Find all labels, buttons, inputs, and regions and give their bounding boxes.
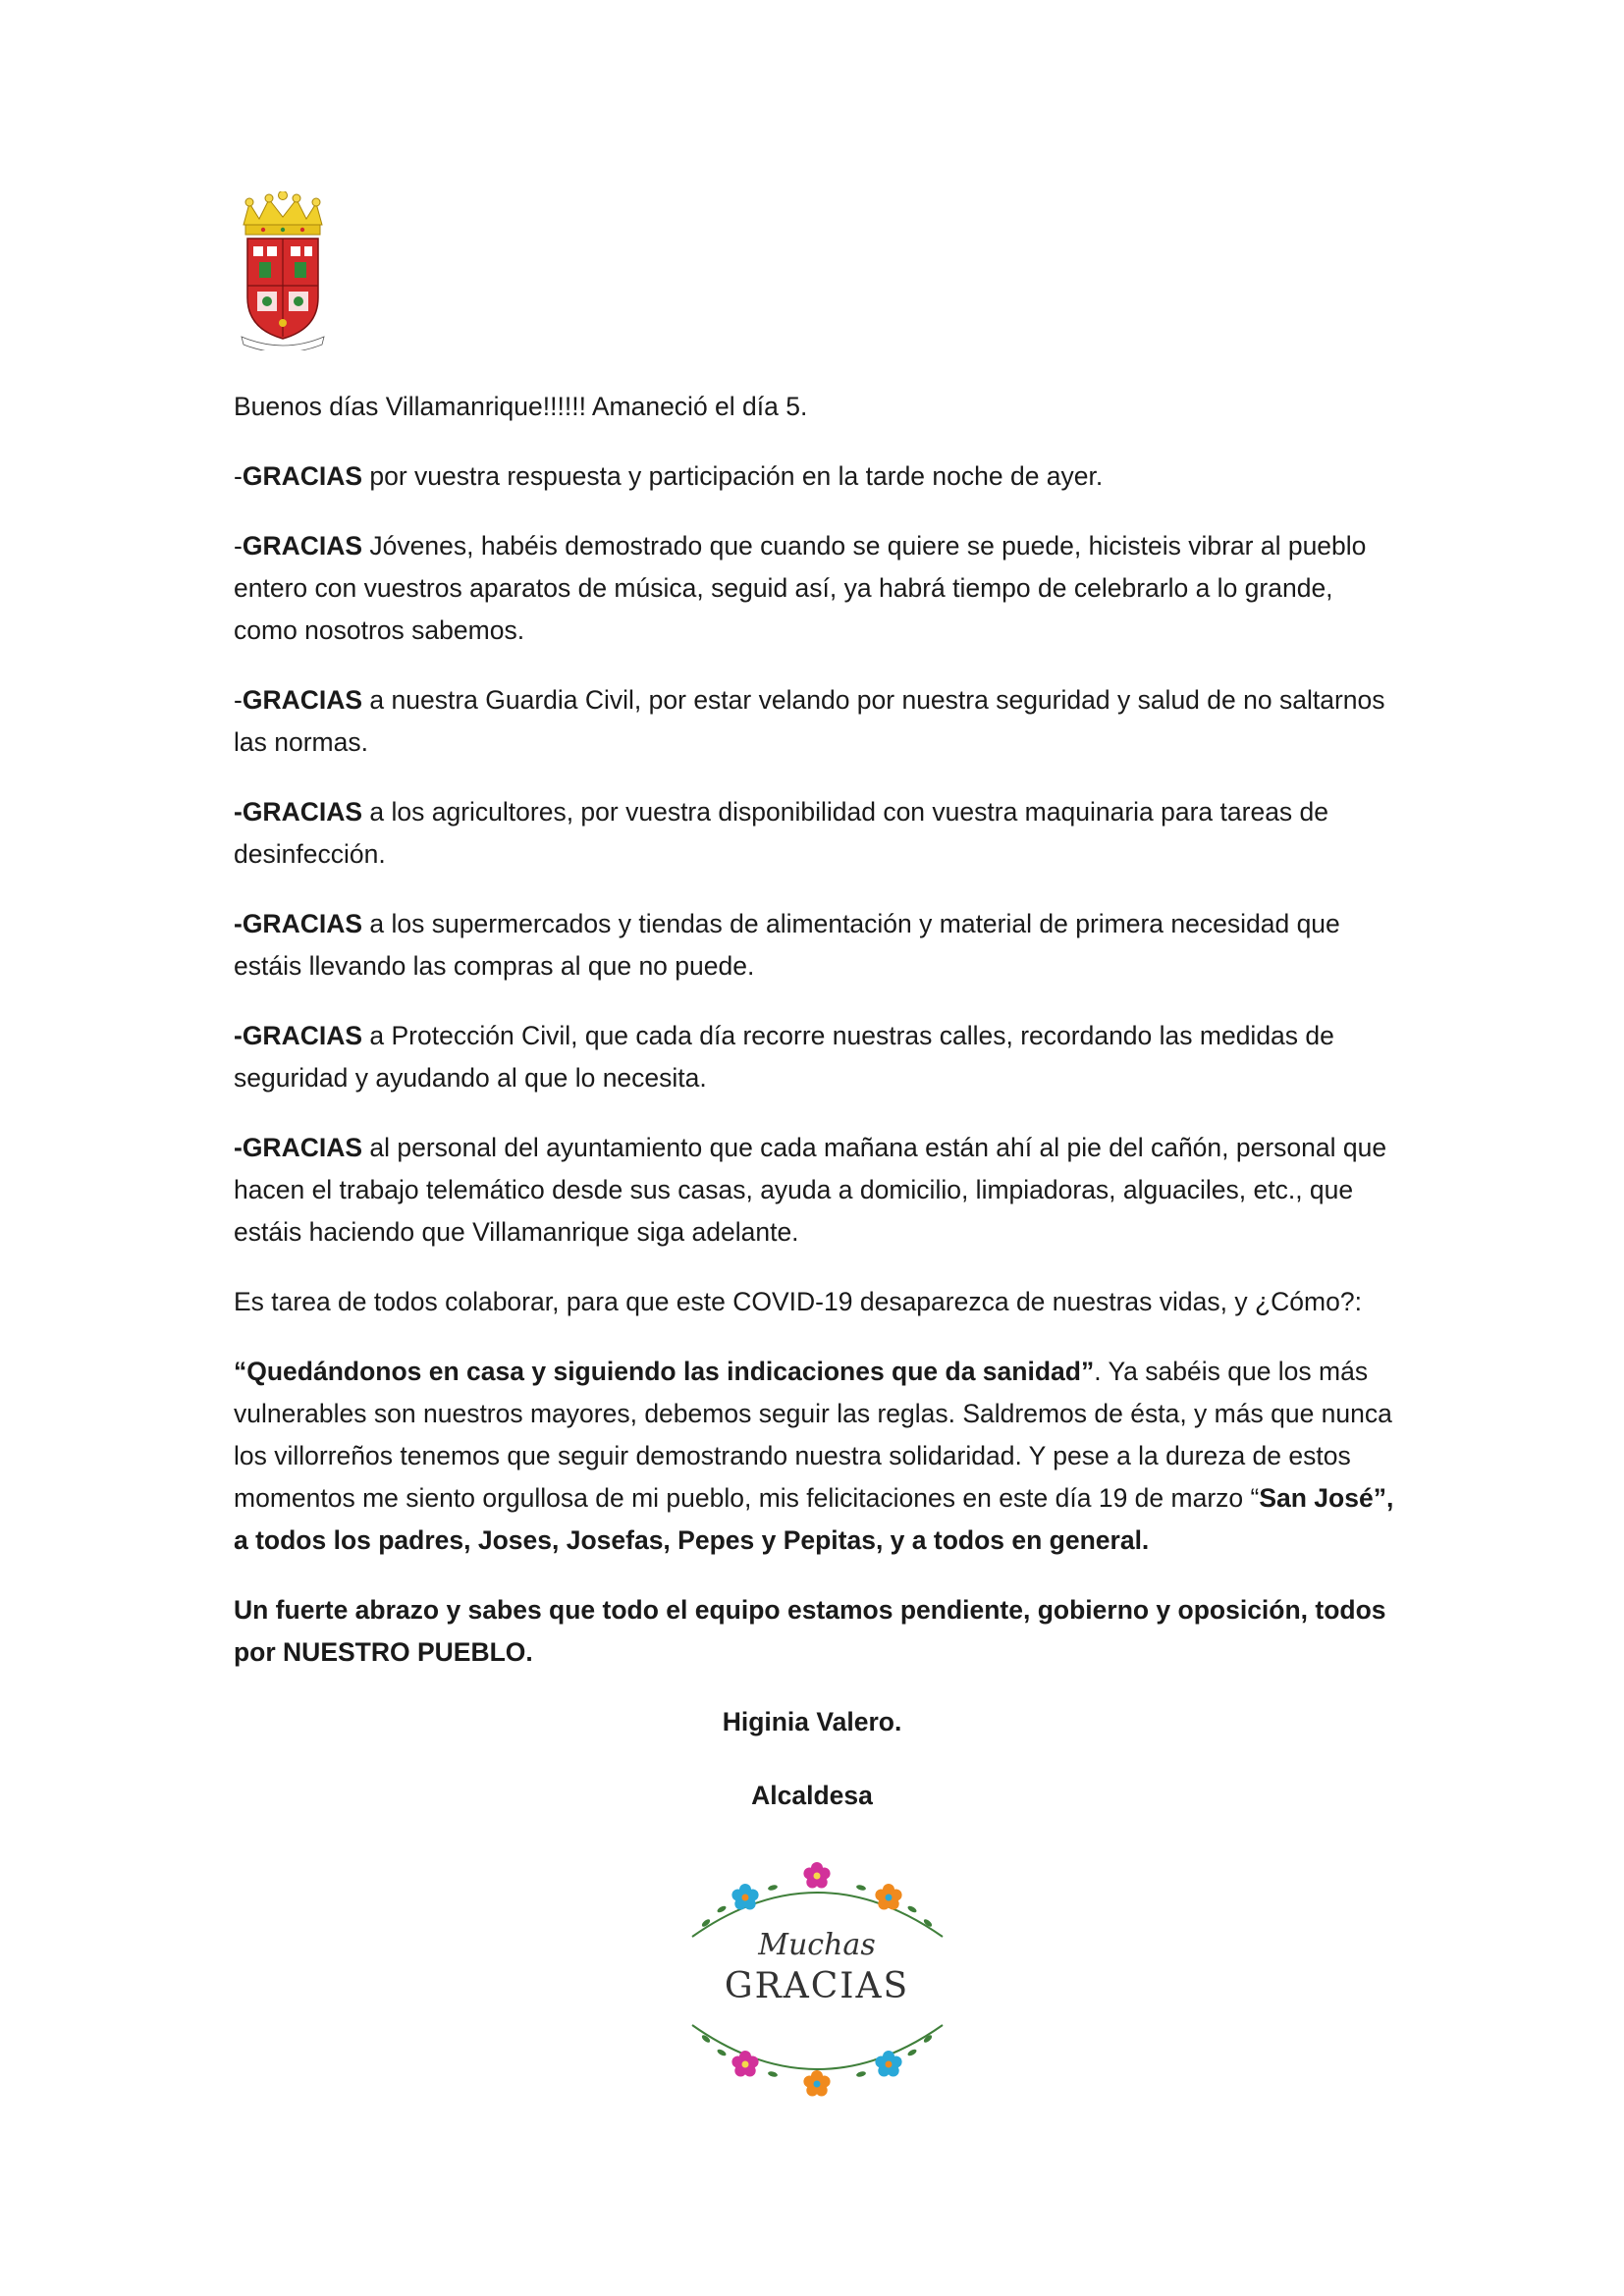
flower-icon xyxy=(731,1884,758,1910)
badge-word-text: GRACIAS xyxy=(724,1966,910,2006)
thanks-paragraph: -GRACIAS a nuestra Guardia Civil, por estar velando por nuestra seguridad y salud de no saltarnos las normas. xyxy=(234,685,1385,757)
letter-body xyxy=(234,386,1402,1701)
task-paragraph: Es tarea de todos colaborar, para que este COVID-19 desaparezca de nuestras vidas, y ¿Cómo?: xyxy=(234,1287,1362,1316)
crown-icon xyxy=(244,191,322,235)
flower-icon xyxy=(875,2051,901,2077)
signature-name: Higinia Valero. xyxy=(722,1707,902,1736)
thanks-paragraph: -GRACIAS por vuestra respuesta y participación en la tarde noche de ayer. xyxy=(234,461,1104,491)
signature-title: Alcaldesa xyxy=(751,1781,873,1810)
thanks-paragraph: -GRACIAS a los supermercados y tiendas de alimentación y material de primera necesidad que estáis llevando las compras al que no puede. xyxy=(234,909,1340,981)
municipal-coat-of-arms xyxy=(236,191,330,350)
thanks-paragraph: -GRACIAS al personal del ayuntamiento que cada mañana están ahí al pie del cañón, personal que hacen el trabajo telemático desde sus casas, ayuda a domicilio, limpiadoras, alguaciles, etc., que estáis haciendo que Villamanrique siga adelante. xyxy=(234,1133,1387,1247)
thanks-paragraph: -GRACIAS Jóvenes, habéis demostrado que cuando se quiere se puede, hicisteis vibrar al pueblo entero con vuestros aparatos de música, seguid así, ya habrá tiempo de celebrarlo a lo grande, como nosotros sabemos. xyxy=(234,531,1367,645)
badge-script-text: Muchas xyxy=(758,1928,876,1962)
flower-icon xyxy=(875,1884,901,1910)
shield-icon xyxy=(247,239,318,339)
stay-home-paragraph: “Quedándonos en casa y siguiendo las indicaciones que da sanidad”. Ya sabéis que los más vulnerables son nuestros mayores, debemos seguir las reglas. Saldremos de ésta, y más que nunca los villorreños tenemos que seguir demostrando nuestra solidaridad. Y pese a la dureza de estos momentos me siento orgullosa de mi pueblo, mis felicitaciones en este día 19 de marzo “San José”, a todos los padres, Joses, Josefas, Pepes y Pepitas, y a todos en general. xyxy=(234,1357,1394,1555)
closing-paragraph: Un fuerte abrazo y sabes que todo el equipo estamos pendiente, gobierno y oposición, todos por NUESTRO PUEBLO. xyxy=(234,1595,1386,1667)
flower-icon xyxy=(731,2051,758,2077)
flower-icon xyxy=(803,1862,830,1889)
thanks-paragraph: -GRACIAS a Protección Civil, que cada día recorre nuestras calles, recordando las medidas de seguridad y ayudando al que lo necesita. xyxy=(234,1021,1334,1093)
greeting: Buenos días Villamanrique!!!!!! Amaneció el día 5. xyxy=(234,392,808,421)
thanks-paragraph: -GRACIAS a los agricultores, por vuestra disponibilidad con vuestra maquinaria para tareas de desinfección. xyxy=(234,797,1329,869)
muchas-gracias-badge xyxy=(682,1858,952,2104)
flower-icon xyxy=(803,2070,830,2097)
